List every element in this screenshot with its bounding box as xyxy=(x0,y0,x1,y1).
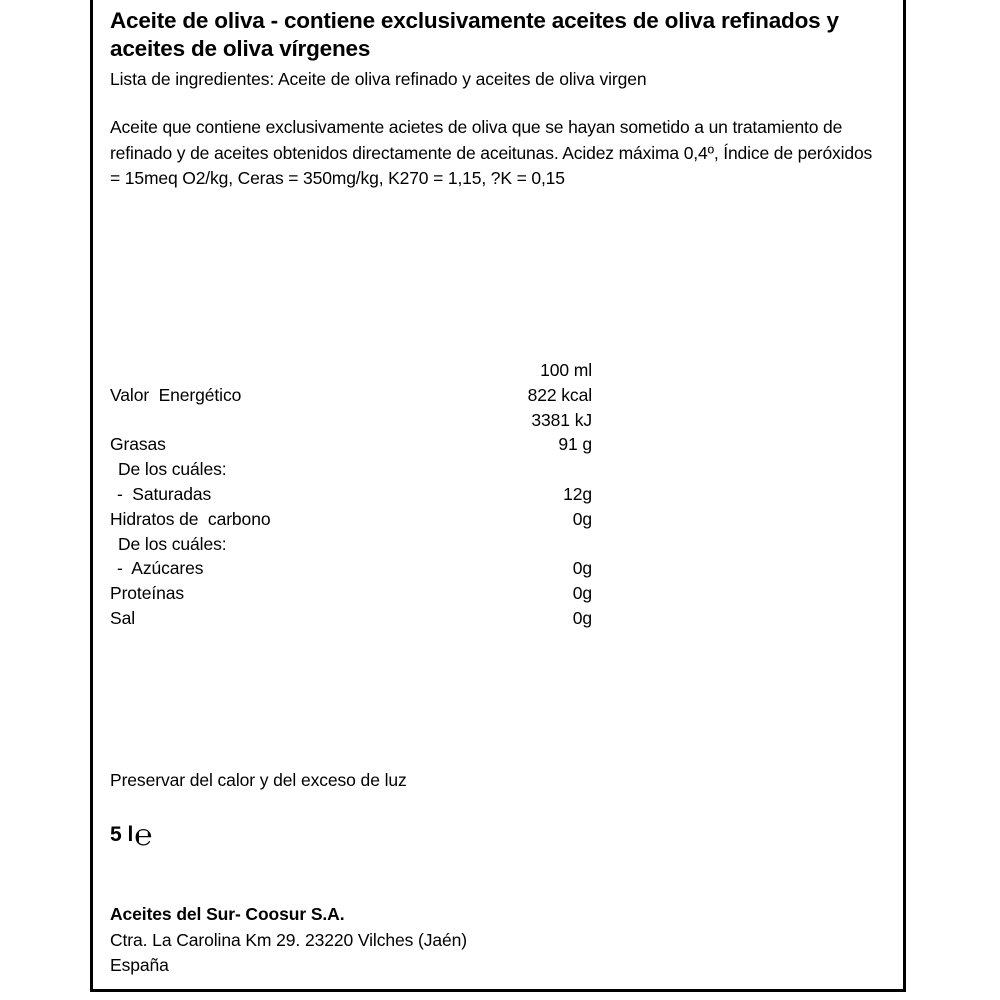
nutrition-column-header: 100 ml xyxy=(540,360,592,380)
net-quantity-value: 5 l xyxy=(110,823,134,846)
nutrition-row xyxy=(110,556,592,581)
nutrition-row-label: Proteínas xyxy=(110,583,185,604)
nutrition-row-label: - Saturadas xyxy=(117,483,212,504)
nutrition-row-label: De los cuáles: xyxy=(118,533,227,554)
nutrition-row xyxy=(110,482,592,507)
product-label-frame xyxy=(90,0,906,992)
nutrition-row xyxy=(110,408,592,433)
nutrition-row-value: 0g xyxy=(572,607,592,628)
nutrition-row xyxy=(110,606,592,631)
product-description: Aceite que contiene exclusivamente acietes de oliva que se hayan sometido a un tratamiento de refinado y de aceites obtenidos directamente de aceitunas. Acidez máxima 0,4º, Índice de peróxidos = 15meq O2/kg, Ceras = 350mg/kg, K270 = 1,15, ?K = 0,15 xyxy=(110,117,873,188)
nutrition-row xyxy=(110,581,592,606)
nutrition-row xyxy=(110,457,592,482)
nutrition-row-value: 3381 kJ xyxy=(531,409,592,430)
nutrition-row-value: 12g xyxy=(563,483,592,504)
estimated-sign-icon: ℮ xyxy=(134,819,153,852)
nutrition-row xyxy=(110,507,592,532)
manufacturer-block xyxy=(110,902,467,979)
product-title: Aceite de oliva - contiene exclusivamente aceites de oliva refinados y aceites de oliva vírgenes xyxy=(110,8,839,61)
nutrition-row-label: - Azúcares xyxy=(117,558,204,579)
nutrition-header-row xyxy=(110,358,592,383)
nutrition-row-label: Grasas xyxy=(110,434,166,455)
net-quantity xyxy=(110,821,152,850)
nutrition-row xyxy=(110,432,592,457)
nutrition-row-value: 0g xyxy=(572,558,592,579)
ingredients-list: Lista de ingredientes: Aceite de oliva refinado y aceites de oliva virgen xyxy=(110,69,647,89)
nutrition-row-value: 0g xyxy=(572,583,592,604)
manufacturer-country: España xyxy=(110,955,169,975)
nutrition-row-label: Hidratos de carbono xyxy=(110,508,271,529)
nutrition-row xyxy=(110,383,592,408)
nutrition-row-label: De los cuáles: xyxy=(118,459,227,480)
label-content xyxy=(110,7,893,989)
manufacturer-address: Ctra. La Carolina Km 29. 23220 Vilches (Jaén) xyxy=(110,929,468,950)
storage-instructions: Preservar del calor y del exceso de luz xyxy=(110,770,407,790)
manufacturer-name: Aceites del Sur- Coosur S.A. xyxy=(110,904,345,924)
nutrition-row-label: Sal xyxy=(110,607,135,628)
nutrition-row-list xyxy=(110,383,592,631)
nutrition-row-value: 0g xyxy=(572,508,592,529)
nutrition-row-label: Valor Energético xyxy=(110,384,242,405)
nutrition-row-value: 91 g xyxy=(558,434,592,455)
nutrition-table xyxy=(110,358,592,631)
nutrition-row xyxy=(110,532,592,557)
nutrition-row-value: 822 kcal xyxy=(527,384,592,405)
